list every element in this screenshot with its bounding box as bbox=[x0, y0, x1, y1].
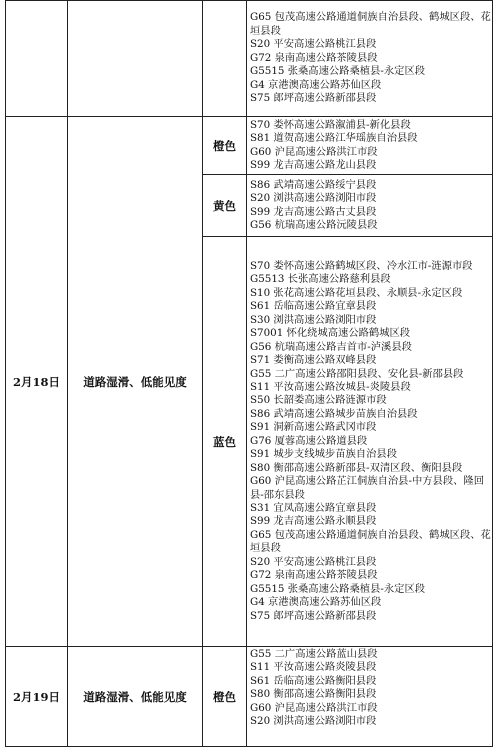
road-entry: S75 郎坪高速公路新邵县段 bbox=[250, 92, 377, 105]
road-entry: S20 平安高速公路桃江县段 bbox=[250, 555, 377, 568]
road-entry: S99 龙吉高速公路古丈县段 bbox=[250, 205, 377, 218]
level-yellow: 黄色 bbox=[203, 175, 247, 237]
road-entry: S50 长韶娄高速公路涟源市段 bbox=[250, 394, 387, 407]
road-entry: S20 浏洪高速公路浏阳市段 bbox=[250, 715, 377, 728]
road-entry: S61 岳临高速公路衡阳县段 bbox=[250, 674, 377, 687]
level-blue: 蓝色 bbox=[203, 237, 247, 647]
date-cell: 2月18日 bbox=[6, 117, 68, 647]
road-entry: G72 泉南高速公路茶陵县段 bbox=[250, 51, 378, 64]
road-entry: S70 娄怀高速公路溆浦县-新化县段 bbox=[250, 118, 411, 131]
road-entry: S80 衡邵高速公路新邵县-双清区段、衡阳县段 bbox=[250, 461, 463, 474]
road-entry: S91 城步支线城步苗族自治县段 bbox=[250, 448, 397, 461]
road-entry: G56 杭瑞高速公路沅陵县段 bbox=[250, 218, 378, 231]
road-entry: S10 张花高速公路花垣县段、永顺县-永定区段 bbox=[250, 286, 463, 299]
road-entry: G56 杭瑞高速公路吉首市-泸溪县段 bbox=[250, 340, 412, 353]
road-entry: G60 沪昆高速公路芷江侗族自治县-中方县段、隆回县-邵东县段 bbox=[250, 475, 485, 501]
road-entry: S11 平汝高速公路汝城县-炎陵县段 bbox=[250, 380, 411, 393]
road-entry: G4 京港澳高速公路苏仙区段 bbox=[250, 596, 382, 609]
road-entry: S91 洞新高速公路武冈市段 bbox=[250, 421, 377, 434]
road-entry: G4 京港澳高速公路苏仙区段 bbox=[250, 78, 382, 91]
road-list bbox=[247, 1, 493, 117]
road-entry: S75 郎坪高速公路新邵县段 bbox=[250, 609, 377, 622]
advisory-table-feb19 bbox=[5, 646, 493, 747]
advisory-table bbox=[5, 0, 493, 647]
continuation-row bbox=[6, 1, 493, 117]
road-entry: S30 浏洪高速公路浏阳市段 bbox=[250, 313, 377, 326]
road-entry: G5513 长张高速公路慈利县段 bbox=[250, 273, 391, 286]
road-entry: S11 平汝高速公路炎陵县段 bbox=[250, 661, 377, 674]
road-entry: S86 武靖高速公路绥宁县段 bbox=[250, 178, 377, 191]
road-entry: S71 娄衡高速公路双峰县段 bbox=[250, 354, 377, 367]
road-entry: S61 岳临高速公路宜章县段 bbox=[250, 300, 377, 313]
road-entry: S31 宜凤高速公路宜章县段 bbox=[250, 502, 377, 515]
road-entry: G60 沪昆高速公路洪江市段 bbox=[250, 701, 378, 714]
road-entry: G60 沪昆高速公路洪江市段 bbox=[250, 145, 378, 158]
road-list bbox=[247, 117, 493, 175]
road-list bbox=[247, 175, 493, 237]
feb19-orange-row bbox=[6, 647, 493, 747]
road-entry: G55 二广高速公路邵阳县段、安化县-新邵县段 bbox=[250, 367, 464, 380]
feb18-orange-row bbox=[6, 117, 493, 175]
road-entry: S70 娄怀高速公路鹤城区段、冷水江市-涟源市段 bbox=[250, 259, 473, 272]
road-entry: G76 厦蓉高速公路道县段 bbox=[250, 434, 368, 447]
road-entry: S99 龙吉高速公路永顺县段 bbox=[250, 515, 377, 528]
road-list bbox=[247, 237, 493, 647]
condition-cell: 道路湿滑、低能见度 bbox=[68, 647, 203, 747]
road-entry: G5515 张桑高速公路桑植县-永定区段 bbox=[250, 65, 426, 78]
road-entry: G65 包茂高速公路通道侗族自治县段、鹤城区段、花垣县段 bbox=[250, 11, 491, 37]
empty-level-cell bbox=[203, 1, 247, 117]
road-entry: S81 道贺高速公路江华瑶族自治县段 bbox=[250, 132, 418, 145]
road-entry: G5515 张桑高速公路桑植县-永定区段 bbox=[250, 582, 426, 595]
road-entry: G55 二广高速公路蓝山县段 bbox=[250, 648, 378, 660]
road-entry: S20 平安高速公路桃江县段 bbox=[250, 38, 377, 51]
road-entry: S86 武靖高速公路城步苗族自治县段 bbox=[250, 407, 418, 420]
road-entry: G72 泉南高速公路茶陵县段 bbox=[250, 569, 378, 582]
road-entry: S20 浏洪高速公路浏阳市段 bbox=[250, 192, 377, 205]
empty-date-cell bbox=[6, 1, 68, 117]
level-orange: 橙色 bbox=[203, 117, 247, 175]
road-entry: S99 龙吉高速公路龙山县段 bbox=[250, 158, 377, 171]
road-list bbox=[247, 647, 493, 747]
road-entry: S80 衡邵高速公路衡阳县段 bbox=[250, 688, 377, 701]
road-entry: S7001 怀化绕城高速公路鹤城区段 bbox=[250, 327, 411, 340]
condition-cell: 道路湿滑、低能见度 bbox=[68, 117, 203, 647]
date-cell: 2月19日 bbox=[6, 647, 68, 747]
level-orange: 橙色 bbox=[203, 647, 247, 747]
road-entry: G65 包茂高速公路通道侗族自治县段、鹤城区段、花垣县段 bbox=[250, 528, 491, 555]
empty-condition-cell bbox=[68, 1, 203, 117]
